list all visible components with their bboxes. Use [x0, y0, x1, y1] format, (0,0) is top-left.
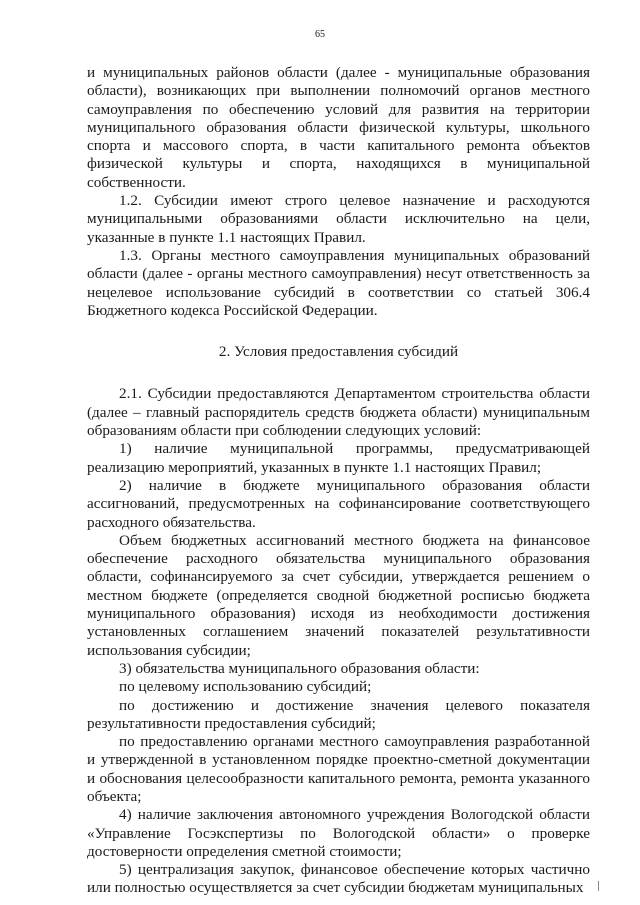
scan-mark — [598, 881, 599, 891]
condition-3: 3) обязательства муниципального образования области: — [119, 659, 480, 677]
condition-4: 4) наличие заключения автономного учреждения Вологодской области «Управление Госэкспертизы по Вологодской области» о проверке достоверности определения сметной стоимости; — [87, 806, 590, 860]
paragraph-1-3: 1.3. Органы местного самоуправления муниципальных образований области (далее - органы местного самоуправления) несут ответственность за нецелевое использование субсидий в соответствии со статьей 306.4 Бюджетного кодекса Российской Федерации. — [87, 246, 590, 319]
paragraph-1-2: 1.2. Субсидии имеют строго целевое назначение и расходуются муниципальными образованиями области исключительно на цели, указанные в пункте 1.1 настоящих Правил. — [87, 192, 590, 246]
section-heading: 2. Условия предоставления субсидий — [218, 343, 459, 361]
condition-1: 1) наличие муниципальной программы, предусматривающей реализацию мероприятий, указанных в пункте 1.1 настоящих Правил; — [87, 440, 590, 476]
paragraph-2-1: 2.1. Субсидии предоставляются Департаментом строительства области (далее – главный распорядитель средств бюджета области) муниципальным образованиям области при соблюдении следующих условий: — [87, 385, 590, 440]
condition-5: 5) централизация закупок, финансовое обеспечение которых частично или полностью осуществляется за счет субсидии бюджетам муниципальных — [87, 861, 590, 897]
document-body — [87, 64, 590, 898]
condition-2: 2) наличие в бюджете муниципального образования области ассигнований, предусмотренных на софинансирование соответствующего расходного обязательства. — [87, 476, 590, 531]
paragraph-continuation: и муниципальных районов области (далее - муниципальные образования области), возникающих при выполнении полномочий органов местного самоуправления по обеспечению условий для развития на территории муниципального образования области физической культуры, школьного спорта и массового спорта, в части капитального ремонта объектов физической культуры и спорта, находящихся в муниципальной собственности. — [87, 64, 590, 191]
obligation-documentation: по предоставлению органами местного самоуправления разработанной и утвержденной в установленном порядке проектно-сметной документации и обоснования целесообразности капитального ремонта, ремонта указанного объекта; — [87, 733, 590, 805]
obligation-target-use: по целевому использованию субсидий; — [119, 678, 372, 696]
budget-allocation-paragraph: Объем бюджетных ассигнований местного бюджета на финансовое обеспечение расходного обязательства муниципального образования области, софинансируемого за счет субсидии, утверждается решением о местном бюджете (определяется сводной бюджетной росписью бюджета муниципального образования) исходя из необходимости достижения установленных соглашением значений показателей результативности использования субсидии; — [87, 531, 590, 659]
obligation-target-indicator: по достижению и достижение значения целевого показателя результативности предоставления субсидий; — [87, 696, 590, 732]
page-number: 65 — [315, 29, 325, 40]
